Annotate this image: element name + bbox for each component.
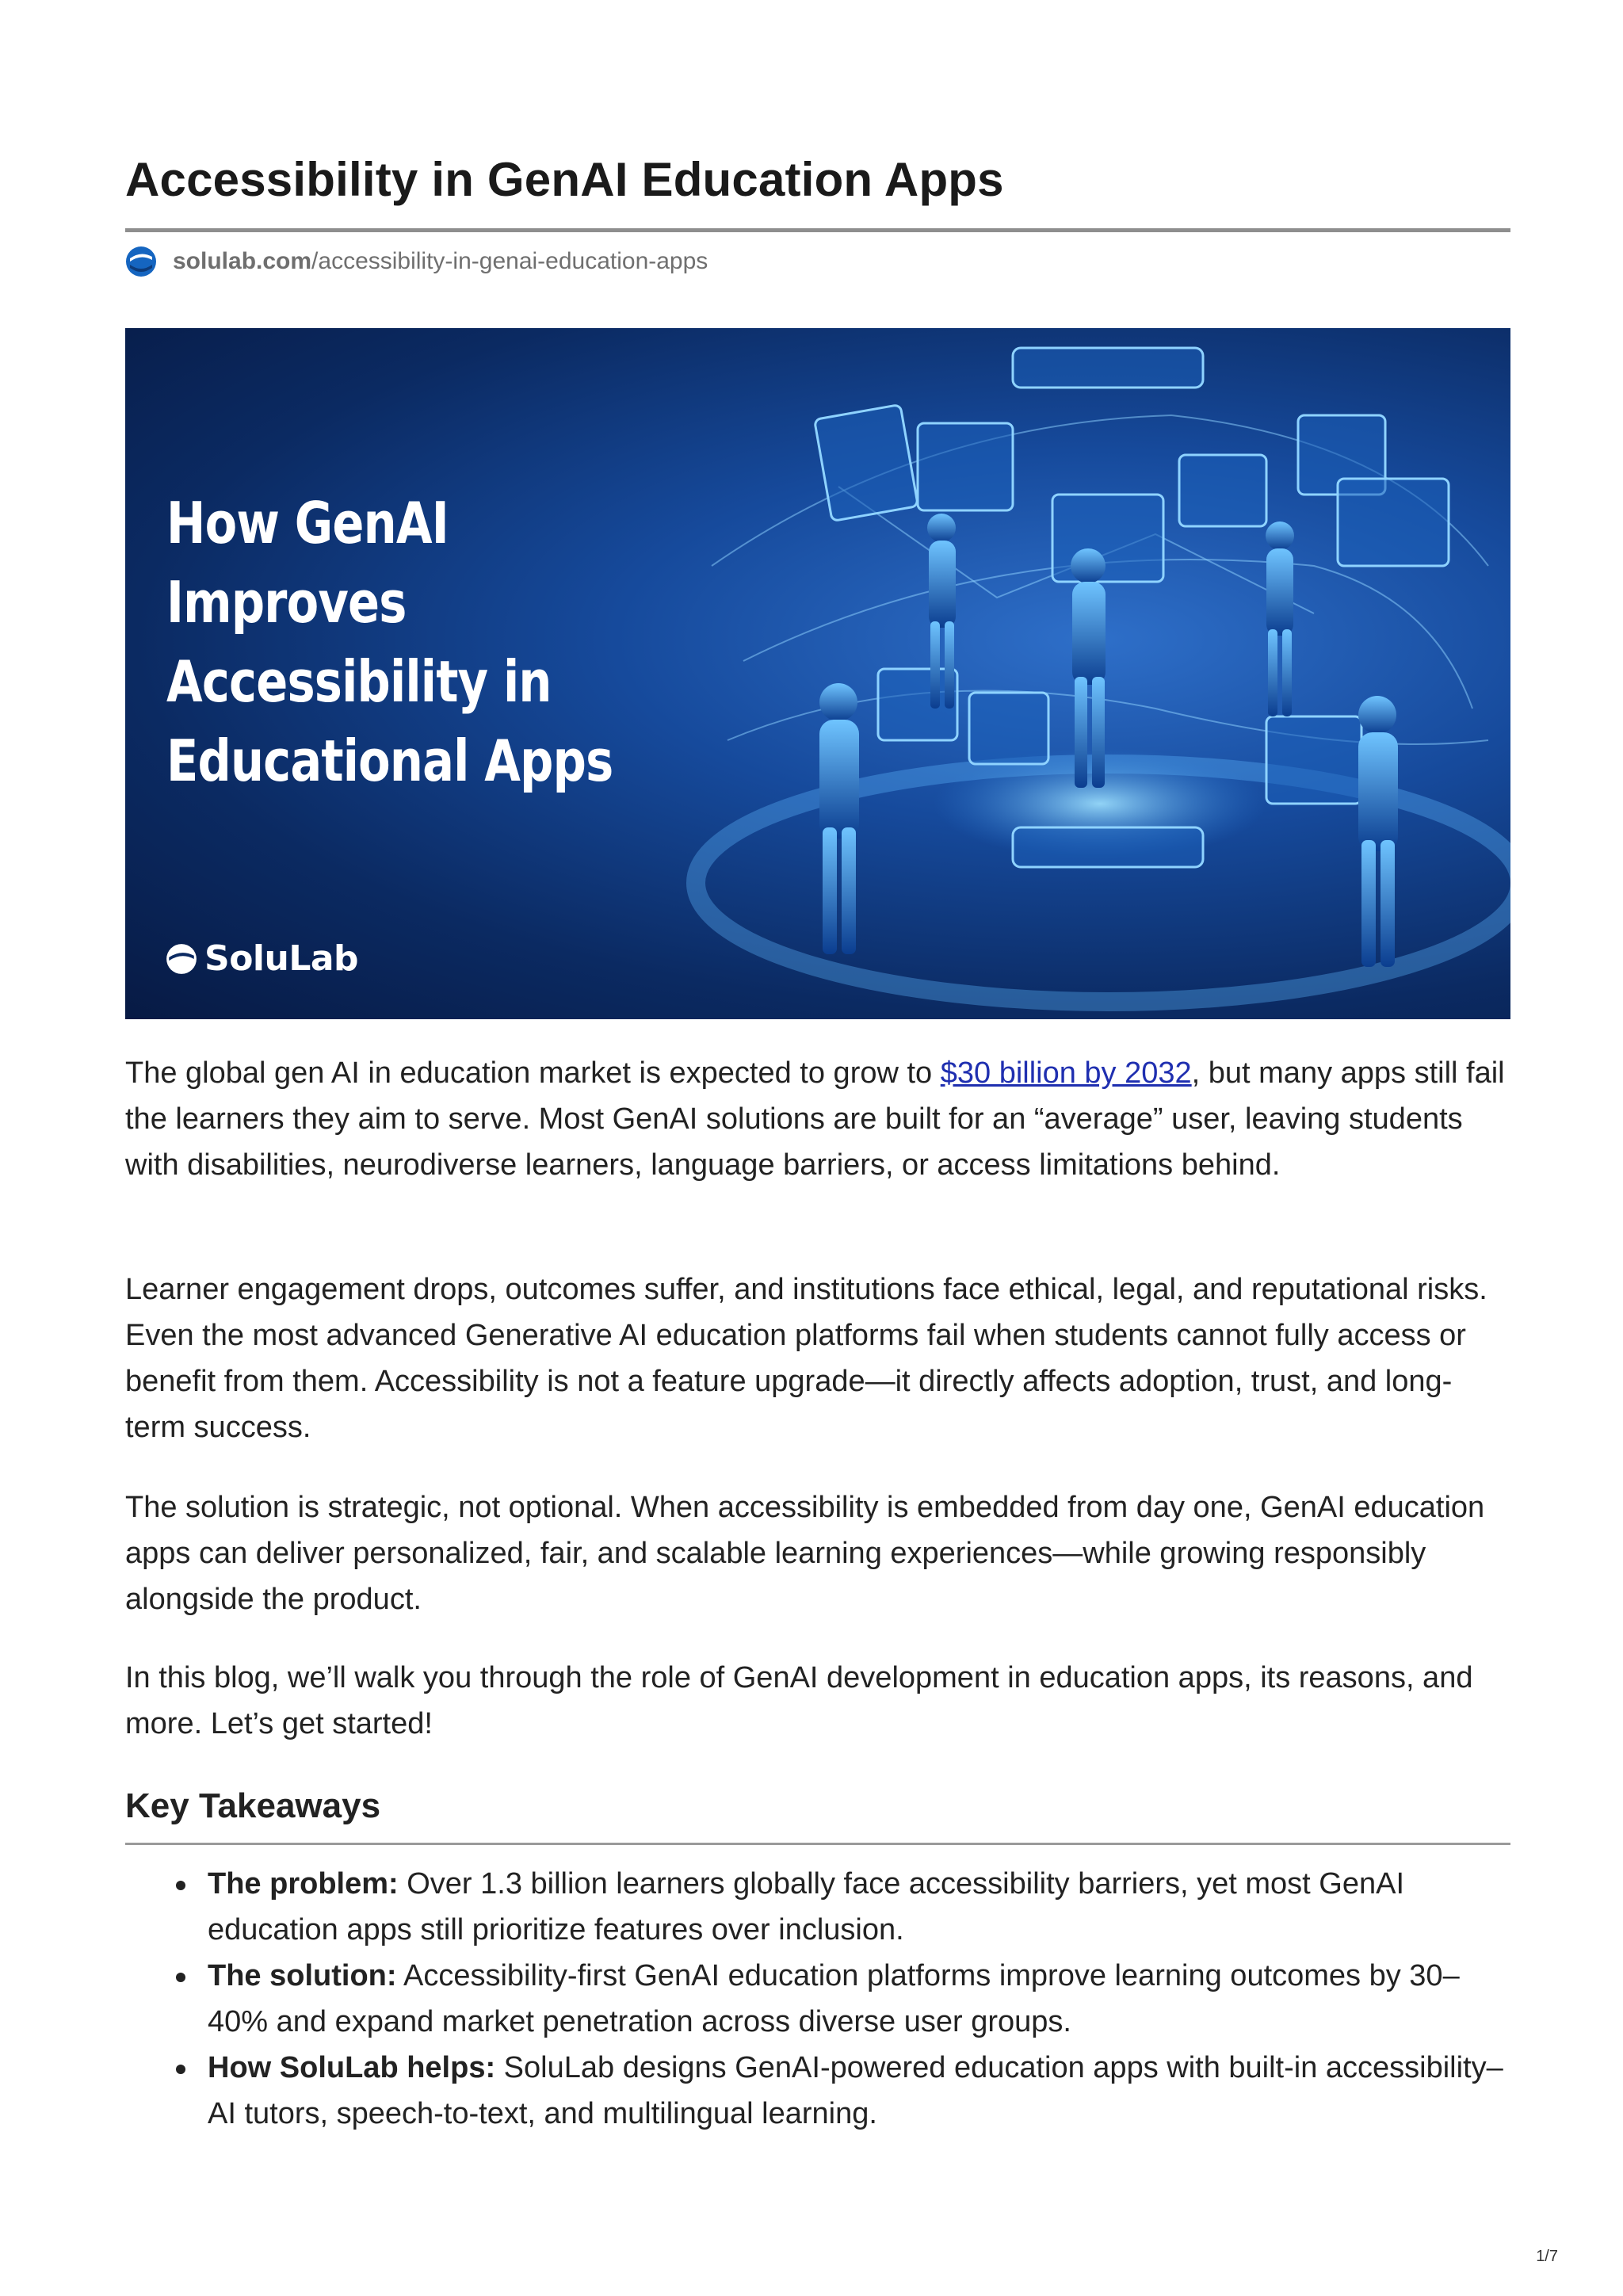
- hero-title-line: Improves: [166, 569, 407, 636]
- list-item: [125, 1953, 1510, 2045]
- source-path: /accessibility-in-genai-education-apps: [311, 248, 708, 274]
- title-divider: [125, 228, 1510, 232]
- paragraph-blog-intro: In this blog, we’ll walk you through the role of GenAI development in education apps, its reasons, and more. Let’s get started!: [125, 1661, 1473, 1740]
- hero-title-line: How GenAI: [166, 490, 449, 556]
- hero-brand: [165, 938, 358, 979]
- intro-text: The global gen AI in education market is expected to grow to: [125, 1056, 941, 1090]
- list-item: [125, 2045, 1510, 2137]
- takeaway-text: Accessibility-first GenAI education platforms improve learning outcomes by 30–40% and expand market penetration across diverse user groups.: [208, 1959, 1460, 2038]
- key-takeaways-divider: [125, 1843, 1510, 1845]
- solulab-brand-icon: [165, 942, 198, 976]
- source-link[interactable]: [173, 248, 708, 275]
- intro-text-continued: , but many apps still fail the learners they aim to serve. Most GenAI solutions are built for an “average” user, leaving students with disabilities, neurodiverse learners, language barriers, or access limitations behind.: [125, 1056, 1505, 1182]
- hero-title: [166, 483, 613, 800]
- paragraph-solution: The solution is strategic, not optional. When accessibility is embedded from day one, GenAI education apps can deliver personalized, fair, and scalable learning experiences—while growing responsibly alongside the product.: [125, 1491, 1485, 1616]
- hero-brand-name: SoluLab: [204, 938, 359, 979]
- page-title: Accessibility in GenAI Education Apps: [125, 153, 1004, 206]
- takeaway-label: The problem:: [208, 1867, 399, 1901]
- source-line: [125, 244, 708, 279]
- key-takeaways-list: [125, 1861, 1510, 2137]
- takeaway-label: The solution:: [208, 1959, 397, 1992]
- takeaway-text: SoluLab designs GenAI-powered education apps with built-in accessibility– AI tutors, speech-to-text, and multilingual learning.: [208, 2051, 1503, 2130]
- hero-title-line: Accessibility in: [166, 648, 552, 715]
- intro-paragraph: [125, 1050, 1510, 1188]
- list-item: [125, 1861, 1510, 1953]
- key-takeaways-heading: Key Takeaways: [125, 1786, 381, 1825]
- takeaway-label: How SoluLab helps:: [208, 2051, 496, 2084]
- solulab-logo-icon: [125, 246, 157, 277]
- source-domain: solulab.com: [173, 248, 312, 274]
- paragraph-risks: Learner engagement drops, outcomes suffer, and institutions face ethical, legal, and reputational risks. Even the most advanced Generative AI education platforms fail when students cannot fully access or benefit from them. Accessibility is not a feature upgrade—it directly affects adoption, trust, and long-term success.: [125, 1273, 1487, 1444]
- takeaway-text: Over 1.3 billion learners globally face accessibility barriers, yet most GenAI education apps still prioritize features over inclusion.: [208, 1867, 1404, 1946]
- hero-title-line: Educational Apps: [166, 728, 613, 794]
- market-size-link[interactable]: $30 billion by 2032: [940, 1056, 1192, 1090]
- page-number: 1/7: [1536, 2248, 1558, 2265]
- hero-banner: [125, 328, 1510, 1019]
